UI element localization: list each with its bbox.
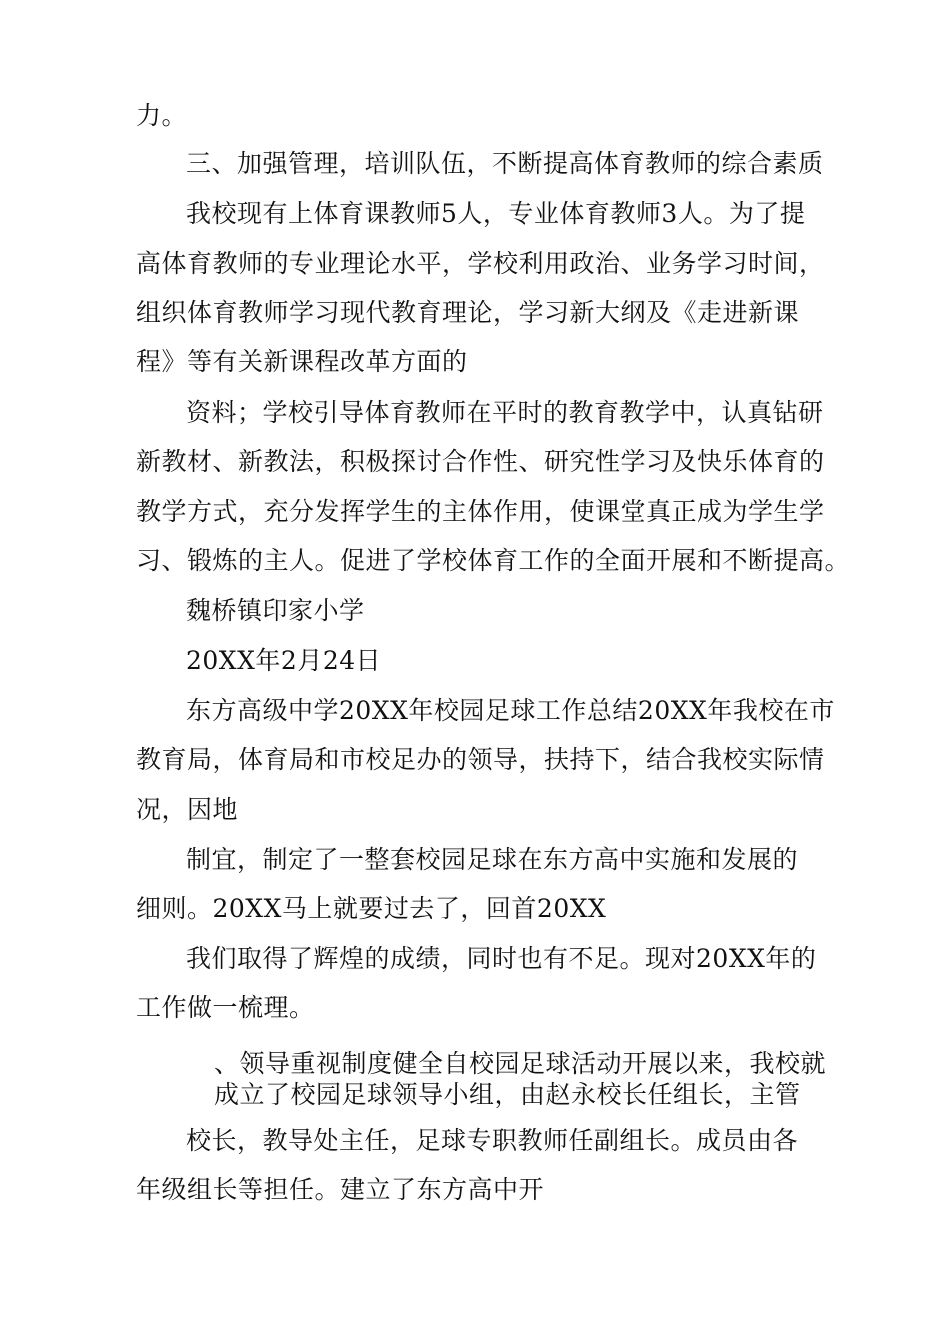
text-line: 校长，教导处主任，足球专职教师任副组长。成员由各 [186, 1126, 799, 1155]
text-line: 教育局，体育局和市校足办的领导，扶持下，结合我校实际情 [136, 745, 825, 774]
text-line: 细则。20XX马上就要过去了，回首20XX [136, 894, 607, 923]
text-line: 制宜，制定了一整套校园足球在东方高中实施和发展的 [186, 845, 799, 874]
text-line: 我校现有上体育课教师5人，专业体育教师3人。为了提 [186, 199, 806, 228]
text-line: 、领导重视制度健全自校园足球活动开展以来，我校就 [214, 1049, 827, 1078]
text-line: 年级组长等担任。建立了东方高中开 [136, 1175, 545, 1204]
signature-school: 魏桥镇印家小学 [186, 596, 365, 625]
text-line: 况，因地 [136, 795, 239, 824]
text-line: 我们取得了辉煌的成绩，同时也有不足。现对20XX年的 [186, 944, 817, 973]
section-heading: 三、加强管理，培训队伍，不断提高体育教师的综合素质 [186, 149, 824, 178]
text-line: 资料；学校引导体育教师在平时的教育教学中，认真钻研 [186, 398, 824, 427]
text-line: 东方高级中学20XX年校园足球工作总结20XX年我校在市 [186, 696, 835, 725]
text-line: 新教材、新教法，积极探讨合作性、研究性学习及快乐体育的 [136, 447, 825, 476]
text-line: 成立了校园足球领导小组，由赵永校长任组长，主管 [214, 1080, 801, 1109]
text-line: 高体育教师的专业理论水平，学校利用政治、业务学习时间， [136, 249, 825, 278]
text-line: 教学方式，充分发挥学生的主体作用，使课堂真正成为学生学 [136, 497, 825, 526]
text-line: 习、锻炼的主人。促进了学校体育工作的全面开展和不断提高。 [136, 546, 851, 575]
text-line: 力。 [136, 101, 188, 130]
text-line: 程》等有关新课程改革方面的 [136, 347, 468, 376]
text-line: 组织体育教师学习现代教育理论，学习新大纲及《走进新课 [136, 298, 800, 327]
text-line: 工作做一梳理。 [136, 993, 315, 1022]
signature-date: 20XX年2月24日 [186, 646, 382, 675]
